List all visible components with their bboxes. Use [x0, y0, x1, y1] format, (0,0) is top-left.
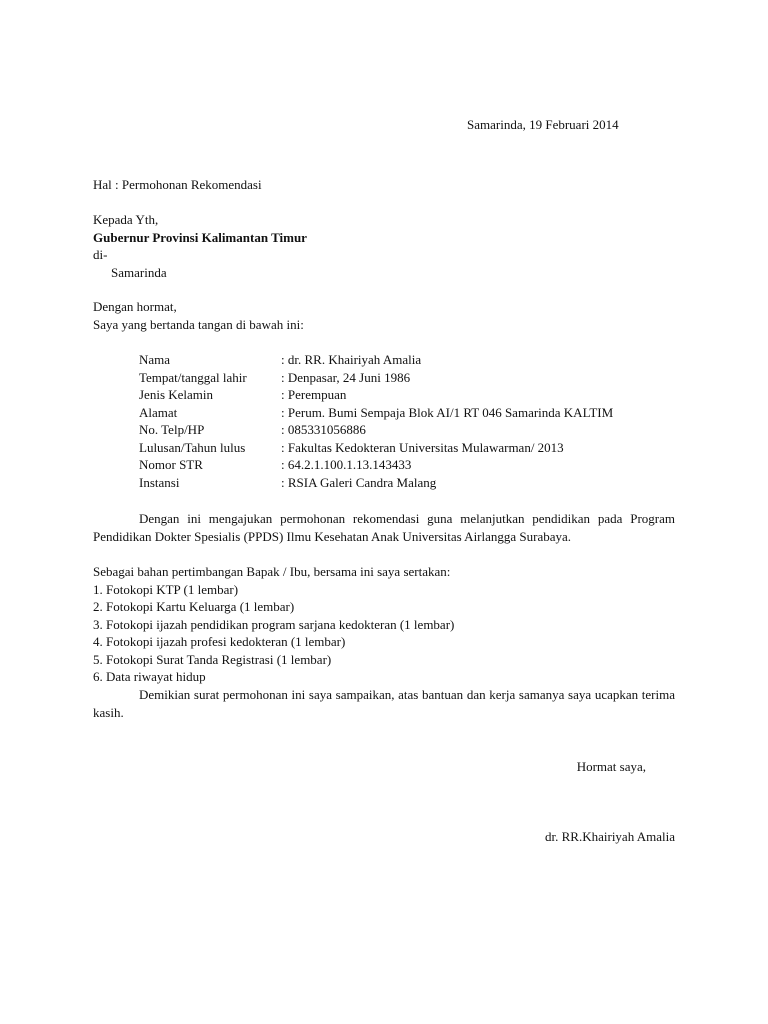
field-row	[139, 474, 613, 492]
closing-paragraph	[93, 686, 675, 721]
field-row	[139, 404, 613, 422]
field-row	[139, 456, 613, 474]
attachment-item: 1. Fotokopi KTP (1 lembar)	[93, 581, 239, 597]
field-value: : Perum. Bumi Sempaja Blok AI/1 RT 046 Samarinda KALTIM	[281, 404, 614, 420]
field-label: Nama	[139, 352, 171, 367]
closing-salutation: Hormat saya,	[576, 759, 646, 774]
attachment-item: 6. Data riwayat hidup	[93, 669, 206, 684]
field-row	[139, 421, 613, 439]
field-row	[139, 351, 613, 369]
field-label: Jenis Kelamin	[139, 387, 214, 402]
field-label: Tempat/tanggal lahir	[139, 369, 247, 385]
field-value: : dr. RR. Khairiyah Amalia	[281, 352, 422, 367]
applicant-details-table	[139, 351, 613, 491]
field-row	[139, 439, 613, 457]
recipient-di: di-	[93, 247, 108, 262]
field-row	[139, 386, 613, 404]
field-label: Lulusan/Tahun lulus	[139, 439, 246, 455]
attachment-item: 3. Fotokopi ijazah pendidikan program sarjana kedokteran (1 lembar)	[93, 616, 455, 632]
recipient-to: Kepada Yth,	[93, 212, 159, 227]
paragraph-text: Dengan ini mengajukan permohonan rekomendasi guna melanjutkan pendidikan pada Program Pendidikan Dokter Spesialis (PPDS) Ilmu Kesehatan Anak Universitas Airlangga Surabaya.	[93, 511, 675, 544]
recipient-name: Gubernur Provinsi Kalimantan Timur	[93, 229, 307, 245]
field-value: : 64.2.1.100.1.13.143433	[281, 457, 412, 472]
field-label: Nomor STR	[139, 457, 203, 472]
field-value: : Perempuan	[281, 387, 347, 402]
attachment-item: 5. Fotokopi Surat Tanda Registrasi (1 lembar)	[93, 651, 332, 667]
subject-line: Hal : Permohonan Rekomendasi	[93, 177, 262, 192]
field-label: Instansi	[139, 474, 180, 490]
field-row	[139, 369, 613, 387]
field-value: : Denpasar, 24 Juni 1986	[281, 369, 411, 385]
paragraph-text: Demikian surat permohonan ini saya sampaikan, atas bantuan dan kerja samanya saya ucapkan terima kasih.	[93, 687, 675, 720]
greeting: Dengan hormat,	[93, 299, 177, 314]
field-value: : Fakultas Kedokteran Universitas Mulawarman/ 2013	[281, 439, 564, 455]
field-label: Alamat	[139, 404, 178, 420]
field-label: No. Telp/HP	[139, 422, 205, 437]
intro-line: Saya yang bertanda tangan di bawah ini:	[93, 316, 304, 332]
attachments-intro: Sebagai bahan pertimbangan Bapak / Ibu, bersama ini saya sertakan:	[93, 564, 451, 579]
recipient-block	[93, 211, 307, 281]
signature-name: dr. RR.Khairiyah Amalia	[545, 829, 675, 844]
attachment-item: 4. Fotokopi ijazah profesi kedokteran (1 lembar)	[93, 634, 346, 649]
place-date: Samarinda, 19 Februari 2014	[467, 117, 619, 132]
greeting-block	[93, 298, 304, 333]
request-paragraph	[93, 510, 675, 545]
recipient-city: Samarinda	[111, 264, 167, 280]
field-value: : 085331056886	[281, 422, 366, 437]
field-value: : RSIA Galeri Candra Malang	[281, 474, 437, 490]
attachment-item: 2. Fotokopi Kartu Keluarga (1 lembar)	[93, 599, 295, 614]
attachments-block	[93, 563, 454, 686]
